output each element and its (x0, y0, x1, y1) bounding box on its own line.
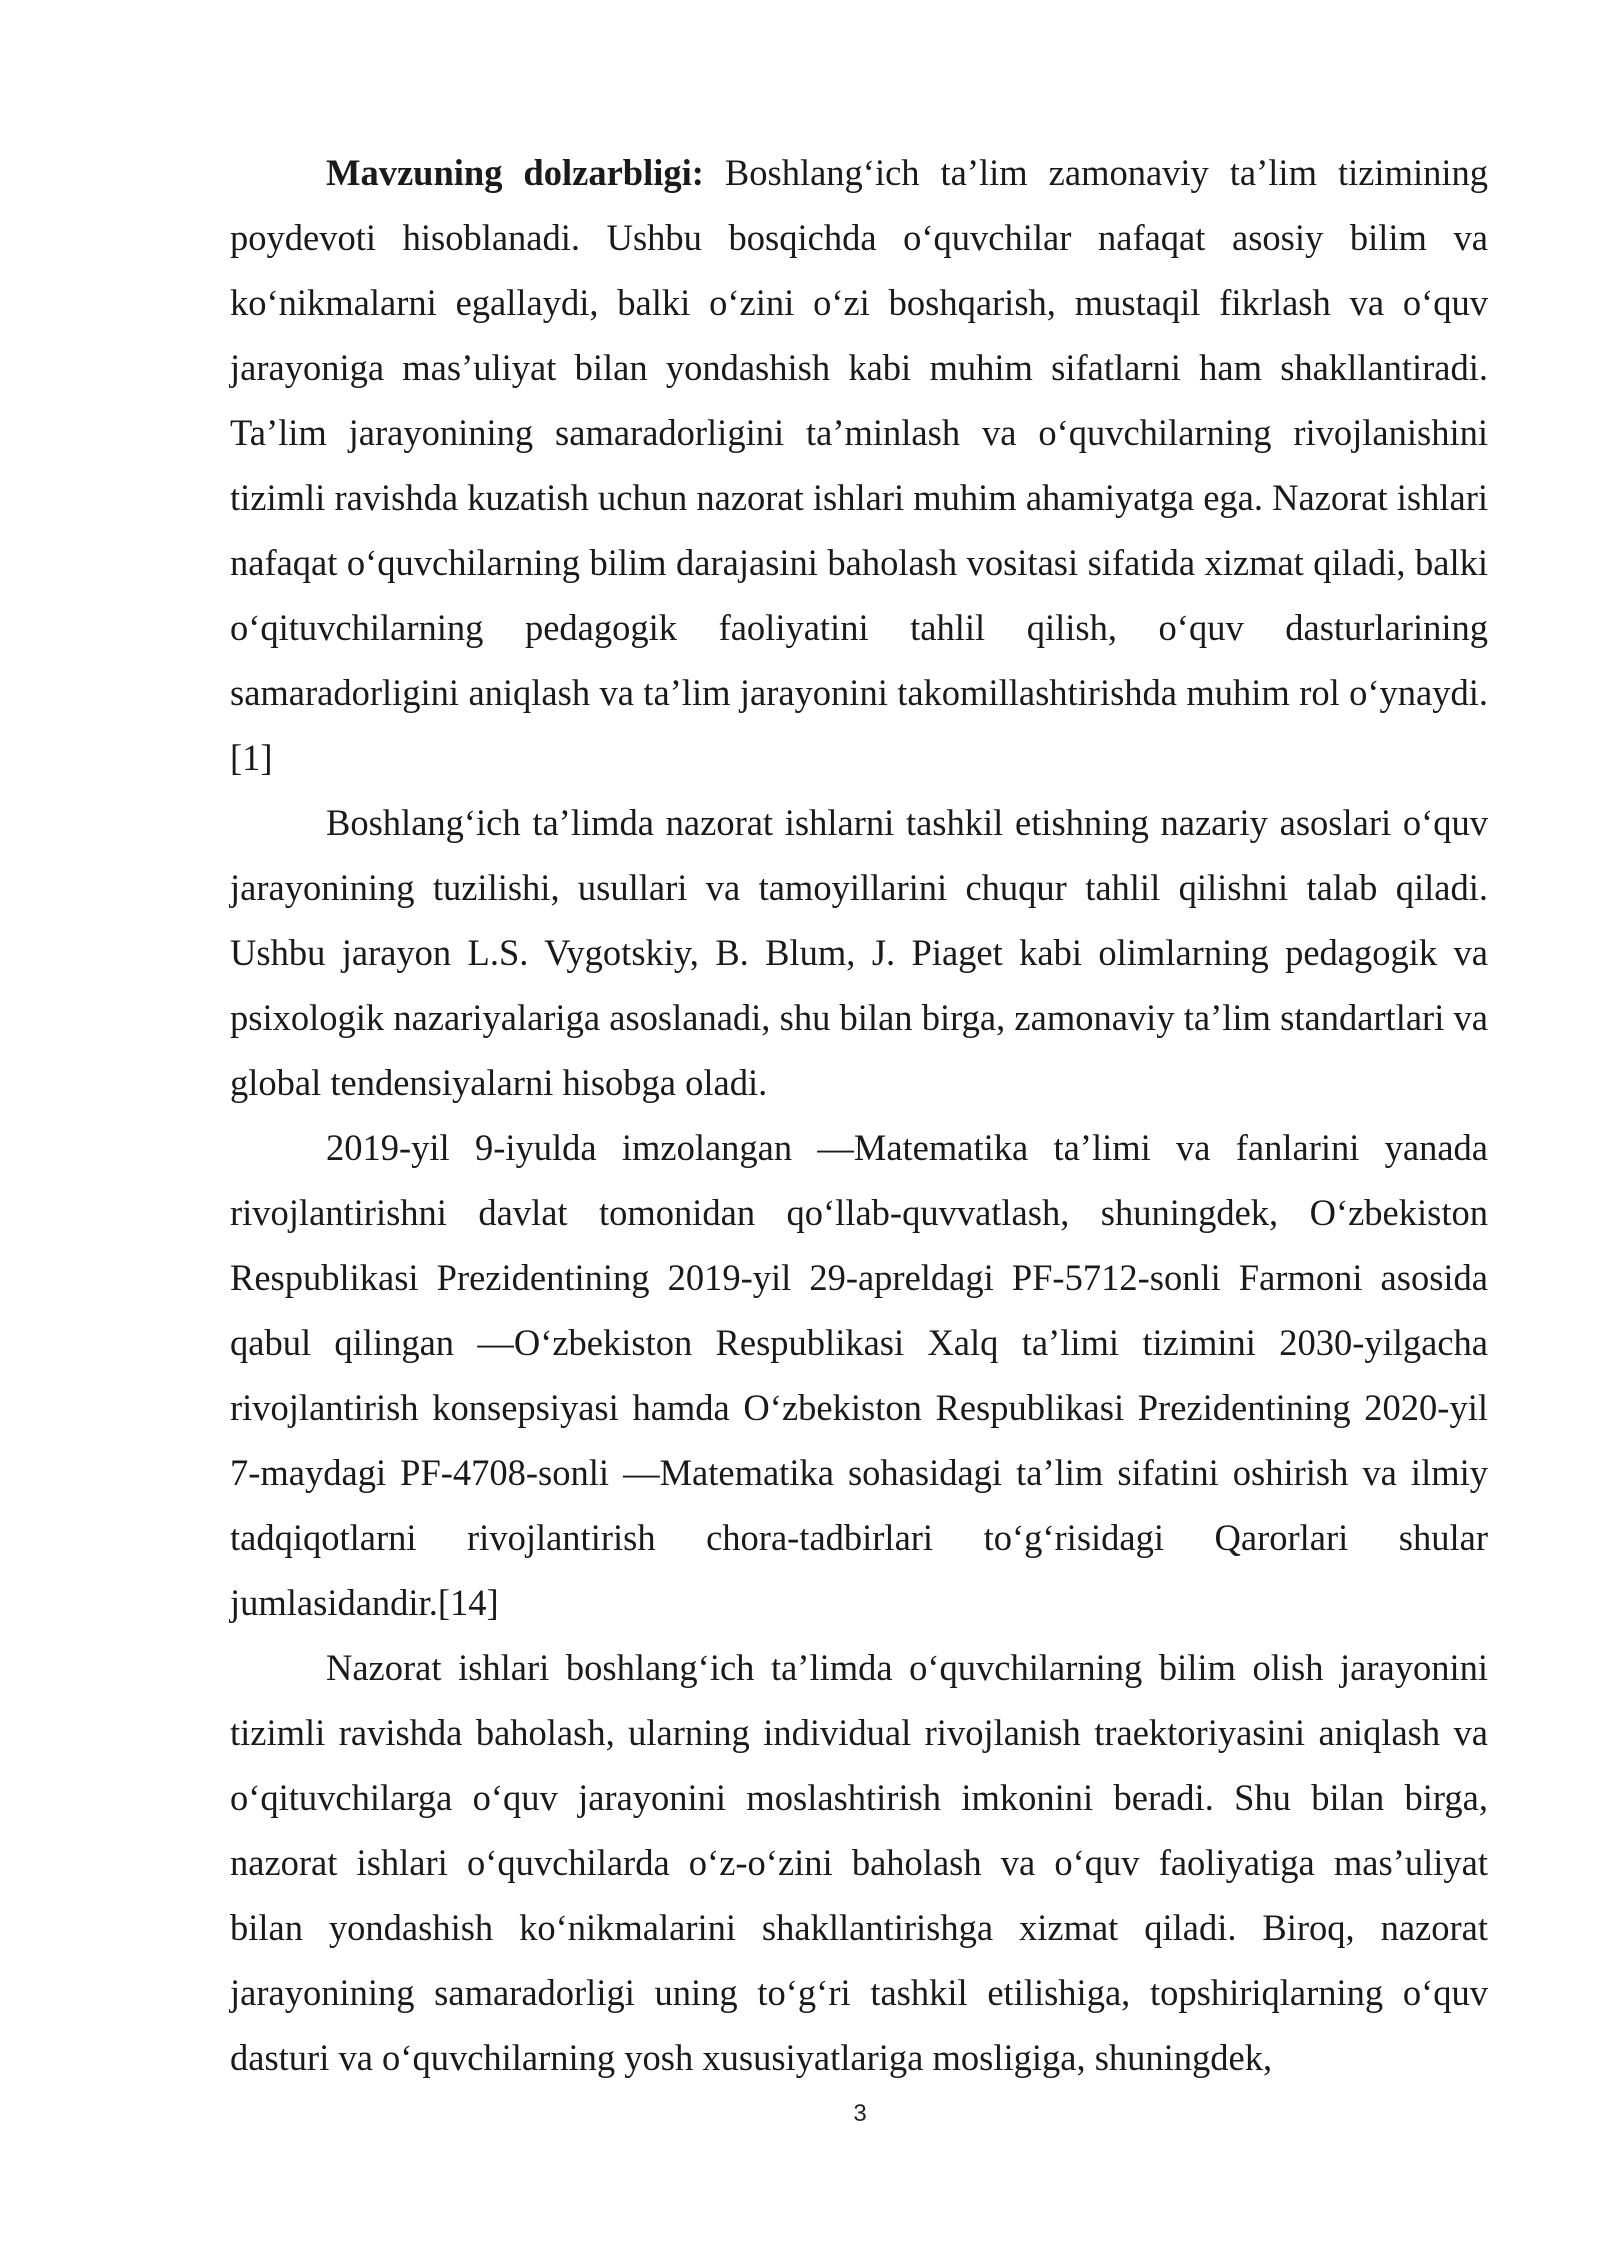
paragraph-text: Boshlang‘ich ta’lim zamonaviy ta’lim tizimining poydevoti hisoblanadi. Ushbu bosqichda o‘quvchilar nafaqat asosiy bilim va ko‘nikmalarni egallaydi, balki o‘zini o‘zi boshqarish, mustaqil fikrlash va o‘quv jarayoniga mas’uliyat bilan yondashish kabi muhim sifatlarni ham shakllantiradi. Ta’lim jarayonining samaradorligini ta’minlash va o‘quvchilarning rivojlanishini tizimli ravishda kuzatish uchun nazorat ishlari muhim ahamiyatga ega. Nazorat ishlari nafaqat o‘quvchilarning bilim darajasini baholash vositasi sifatida xizmat qiladi, balki o‘qituvchilarning pedagogik faoliyatini tahlil qilish, o‘quv dasturlarining samaradorligini aniqlash va ta’lim jarayonini takomillashtirishda muhim rol o‘ynaydi.[1] (230, 152, 1488, 778)
paragraph-theory: Boshlang‘ich ta’limda nazorat ishlarni tashkil etishning nazariy asoslari o‘quv jarayonining tuzilishi, usullari va tamoyillarini chuqur tahlil qilishni talab qiladi. Ushbu jarayon L.S. Vygotskiy, B. Blum, J. Piaget kabi olimlarning pedagogik va psixologik nazariyalariga asoslanadi, shu bilan birga, zamonaviy ta’lim standartlari va global tendensiyalarni hisobga oladi. (230, 802, 1488, 1103)
page-number: 3 (853, 2100, 867, 2127)
paragraph-legislation: 2019-yil 9-iyulda imzolangan ―Matematika ta’limi va fanlarini yanada rivojlantirishni davlat tomonidan qo‘llab-quvvatlash, shuningdek, O‘zbekiston Respublikasi Prezidentining 2019-yil 29-apreldagi PF-5712-sonli Farmoni asosida qabul qilingan ―O‘zbekiston Respublikasi Xalq ta’limi tizimini 2030-yilgacha rivojlantirish konsepsiyasi hamda O‘zbekiston Respublikasi Prezidentining 2020-yil 7-maydagi PF-4708-sonli ―Matematika sohasidagi ta’lim sifatini oshirish va ilmiy tadqiqotlarni rivojlantirish chora-tadbirlari to‘g‘risidagi Qarorlari shular jumlasidandir.[14] (230, 1127, 1488, 1623)
paragraph-relevance (230, 140, 1488, 790)
paragraph-heading: Mavzuning dolzarbligi: (326, 152, 704, 193)
document-body (230, 140, 1488, 2090)
paragraph-assessment: Nazorat ishlari boshlang‘ich ta’limda o‘quvchilarning bilim olish jarayonini tizimli ravishda baholash, ularning individual rivojlanish traektoriyasini aniqlash va o‘qituvchilarga o‘quv jarayonini moslashtirish imkonini beradi. Shu bilan birga, nazorat ishlari o‘quvchilarda o‘z-o‘zini baholash va o‘quv faoliyatiga mas’uliyat bilan yondashish ko‘nikmalarini shakllantirishga xizmat qiladi. Biroq, nazorat jarayonining samaradorligi uning to‘g‘ri tashkil etilishiga, topshiriqlarning o‘quv dasturi va o‘quvchilarning yosh xususiyatlariga mosligiga, shuningdek, (230, 1647, 1488, 2078)
